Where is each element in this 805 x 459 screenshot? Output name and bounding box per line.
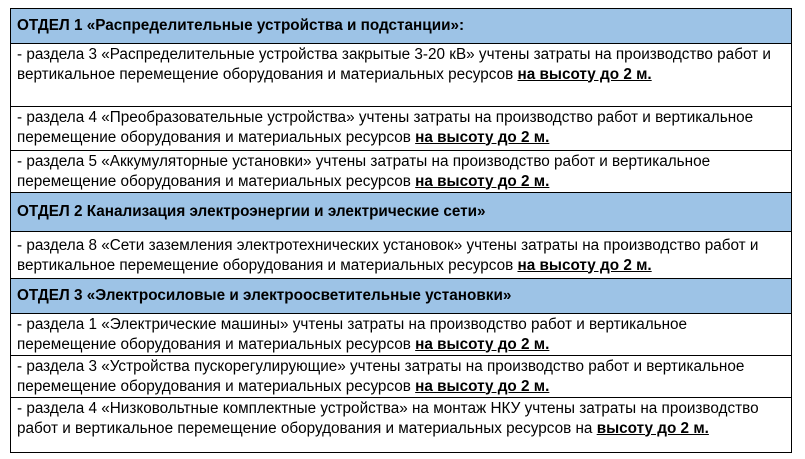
section-title: ОТДЕЛ 2 Канализация электроэнергии и электрические сети» — [11, 193, 792, 232]
row-text: - раздела 1 «Электрические машины» учтены затраты на производство работ и вертикальное перемещение оборудования и материальных ресурсов — [17, 316, 688, 353]
row-text: - раздела 5 «Аккумуляторные установки» учтены затраты на производство работ и вертикальное перемещение оборудования и материальных ресурсов — [17, 153, 711, 190]
section-title: ОТДЕЛ 1 «Распределительные устройства и подстанции»: — [11, 9, 792, 44]
row-emphasis: высоту до 2 м. — [596, 419, 709, 437]
row-emphasis: на высоту до 2 м. — [415, 377, 550, 395]
row-emphasis: на высоту до 2 м. — [415, 172, 550, 190]
section-title: ОТДЕЛ 3 «Электросиловые и электроосветительные установки» — [11, 279, 792, 314]
row-text: - раздела 8 «Сети заземления электротехнических установок» учтены затраты на производство работ и вертикальное перемещение оборудования и материальных ресурсов — [17, 237, 759, 274]
table-row — [11, 232, 792, 279]
table-row — [11, 398, 792, 453]
table-row — [11, 44, 792, 107]
row-emphasis: на высоту до 2 м. — [517, 65, 652, 83]
section-header — [11, 193, 792, 232]
row-text: - раздела 3 «Устройства пускорегулирующие» учтены затраты на производство работ и вертикальное перемещение оборудования и материальных ресурсов — [17, 358, 745, 395]
section-header — [11, 9, 792, 44]
table-row — [11, 151, 792, 193]
row-text: - раздела 3 «Распределительные устройства закрытые 3-20 кВ» учтены затраты на производство работ и вертикальное перемещение оборудования и материальных ресурсов — [17, 46, 771, 83]
table-row — [11, 107, 792, 151]
table-row — [11, 314, 792, 356]
sections-table — [10, 8, 792, 453]
row-text: - раздела 4 «Низковольтные комплектные устройства» на монтаж НКУ учтены затраты на производство работ и вертикальное перемещение оборудования и материальных ресурсов на — [17, 400, 759, 437]
table-row — [11, 356, 792, 398]
row-emphasis: на высоту до 2 м. — [517, 256, 652, 274]
row-text: - раздела 4 «Преобразовательные устройства» учтены затраты на производство работ и вертикальное перемещение оборудования и материальных ресурсов — [17, 109, 754, 146]
section-header — [11, 279, 792, 314]
row-emphasis: на высоту до 2 м. — [415, 335, 550, 353]
row-emphasis: на высоту до 2 м. — [415, 128, 550, 146]
